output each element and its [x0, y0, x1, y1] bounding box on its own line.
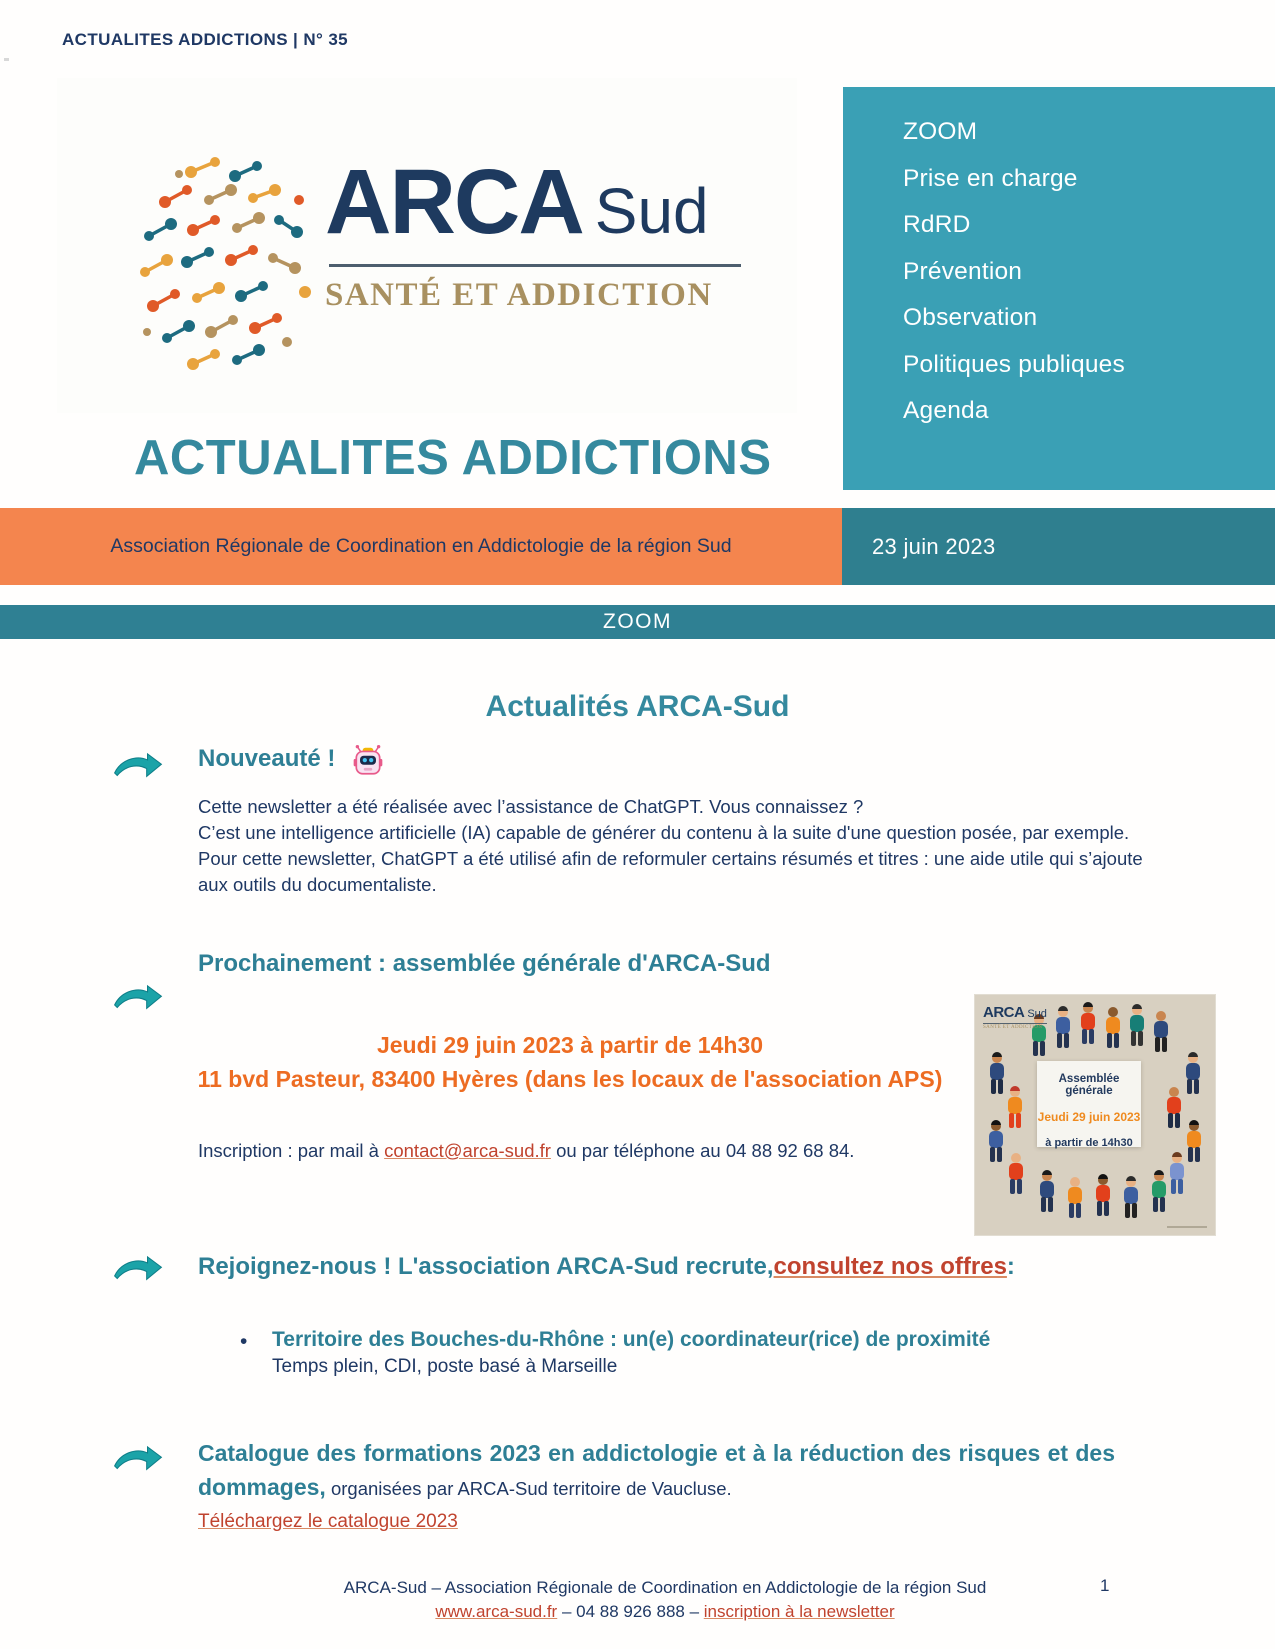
flyer-brand-tagline: SANTÉ ET ADDICTION: [983, 1023, 1047, 1030]
molecule-logo-icon: [139, 150, 329, 382]
footer-phone: – 04 88 926 888 –: [557, 1602, 704, 1621]
catalog-download-link[interactable]: Téléchargez le catalogue 2023: [198, 1511, 458, 1532]
catalog-section: [198, 1438, 1115, 1533]
flyer-event-time: à partir de 14h30: [1045, 1137, 1133, 1149]
toc-item-zoom[interactable]: ZOOM: [903, 118, 978, 145]
arca-logo-text: [325, 151, 755, 314]
footer-contact-line: [72, 1600, 1258, 1624]
flyer-brand-suffix: Sud: [1027, 1008, 1047, 1020]
news-section-title: [198, 742, 385, 776]
flyer-event-title: Assemblée générale: [1058, 1073, 1120, 1097]
jobs-section-title: [198, 1253, 1015, 1281]
inscription-suffix: ou par téléphone au 04 88 92 68 84.: [550, 1140, 855, 1161]
news-line: Cette newsletter a été réalisée avec l’assistance de ChatGPT. Vous connaissez ?: [198, 796, 864, 817]
toc-item-agenda[interactable]: Agenda: [903, 397, 989, 424]
logo-tagline: SANTÉ ET ADDICTION: [325, 277, 713, 313]
curved-arrow-icon: [112, 750, 164, 782]
association-subtitle-band: [0, 508, 842, 585]
flyer-arca-logo: [983, 1005, 1047, 1030]
event-location: 11 bvd Pasteur, 83400 Hyères (dans les locaux de l'association APS): [197, 1066, 943, 1092]
newsletter-signup-link[interactable]: inscription à la newsletter: [703, 1602, 895, 1621]
news-line: Pour cette newsletter, ChatGPT a été utilisé afin de reformuler certains résumés et titres : une aide utile qui s’ajoute aux outils du documentaliste.: [198, 848, 1143, 895]
scan-artifact: [4, 58, 9, 61]
event-section-title: Prochainement : assemblée générale d'ARCA-Sud: [198, 950, 771, 977]
logo-divider: [329, 264, 741, 267]
newsletter-title: ACTUALITES ADDICTIONS: [134, 431, 772, 485]
toc-menu: [843, 87, 1275, 490]
curved-arrow-icon: [112, 1253, 164, 1285]
event-datetime-block: [150, 1028, 990, 1096]
section-banner-label: ZOOM: [603, 610, 672, 633]
jobs-title-prefix: Rejoignez-nous ! L'association ARCA-Sud recrute,: [198, 1253, 774, 1280]
toc-item-politiques-publiques[interactable]: Politiques publiques: [903, 350, 1125, 378]
brand-name: ARCA: [325, 151, 583, 253]
flyer-event-date: Jeudi 29 juin 2023: [1037, 1110, 1141, 1124]
job-offer-detail: Temps plein, CDI, poste basé à Marseille: [272, 1356, 618, 1377]
jobs-title-suffix: :: [1006, 1253, 1015, 1280]
catalog-title: Catalogue des formations 2023 en addictologie et à la réduction des risques et des dommages,: [198, 1440, 1115, 1500]
curved-arrow-icon: [112, 1443, 164, 1475]
section-banner: [0, 605, 1275, 639]
event-flyer-image: [975, 995, 1215, 1235]
section-heading: Actualités ARCA-Sud: [485, 690, 790, 723]
arca-logo-block: [57, 78, 797, 413]
job-offers-link[interactable]: consultez nos offres: [773, 1253, 1007, 1280]
issue-date-box: [842, 508, 1275, 585]
news-title-text: Nouveauté !: [198, 745, 336, 772]
news-paragraph: [198, 794, 1166, 898]
inscription-prefix: Inscription : par mail à: [198, 1140, 385, 1161]
event-inscription: [198, 1140, 854, 1162]
page-footer: [72, 1576, 1258, 1624]
flyer-brand: ARCA: [983, 1004, 1025, 1021]
catalog-text: [198, 1438, 1115, 1506]
toc-item-prise-en-charge[interactable]: Prise en charge: [903, 164, 1078, 192]
association-subtitle: Association Régionale de Coordination en Addictologie de la région Sud: [110, 535, 732, 557]
website-link[interactable]: www.arca-sud.fr: [435, 1602, 558, 1621]
brand-suffix: Sud: [594, 175, 709, 247]
job-offer-title: Territoire des Bouches-du-Rhône : un(e) coordinateur(rice) de proximité: [272, 1328, 991, 1351]
issue-date: 23 juin 2023: [872, 533, 996, 559]
email-link[interactable]: contact@arca-sud.fr: [384, 1140, 551, 1161]
curved-arrow-icon: [112, 982, 164, 1014]
running-header: ACTUALITES ADDICTIONS | N° 35: [62, 30, 349, 49]
news-line: C’est une intelligence artificielle (IA) capable de générer du contenu à la suite d'une question posée, par exemple.: [198, 822, 1130, 843]
footer-association-line: ARCA-Sud – Association Régionale de Coordination en Addictologie de la région Sud: [343, 1578, 987, 1597]
catalog-subtitle: organisées par ARCA-Sud territoire de Vaucluse.: [325, 1478, 732, 1499]
event-datetime: Jeudi 29 juin 2023 à partir de 14h30: [376, 1032, 764, 1058]
page-number: 1: [1100, 1576, 1110, 1595]
toc-item-rdrd[interactable]: RdRD: [903, 211, 971, 238]
toc-item-prevention[interactable]: Prévention: [903, 257, 1023, 285]
toc-item-observation[interactable]: Observation: [903, 304, 1038, 331]
flyer-text-card: [1037, 1061, 1141, 1147]
robot-icon: [351, 744, 385, 778]
bullet-marker: •: [240, 1330, 248, 1353]
